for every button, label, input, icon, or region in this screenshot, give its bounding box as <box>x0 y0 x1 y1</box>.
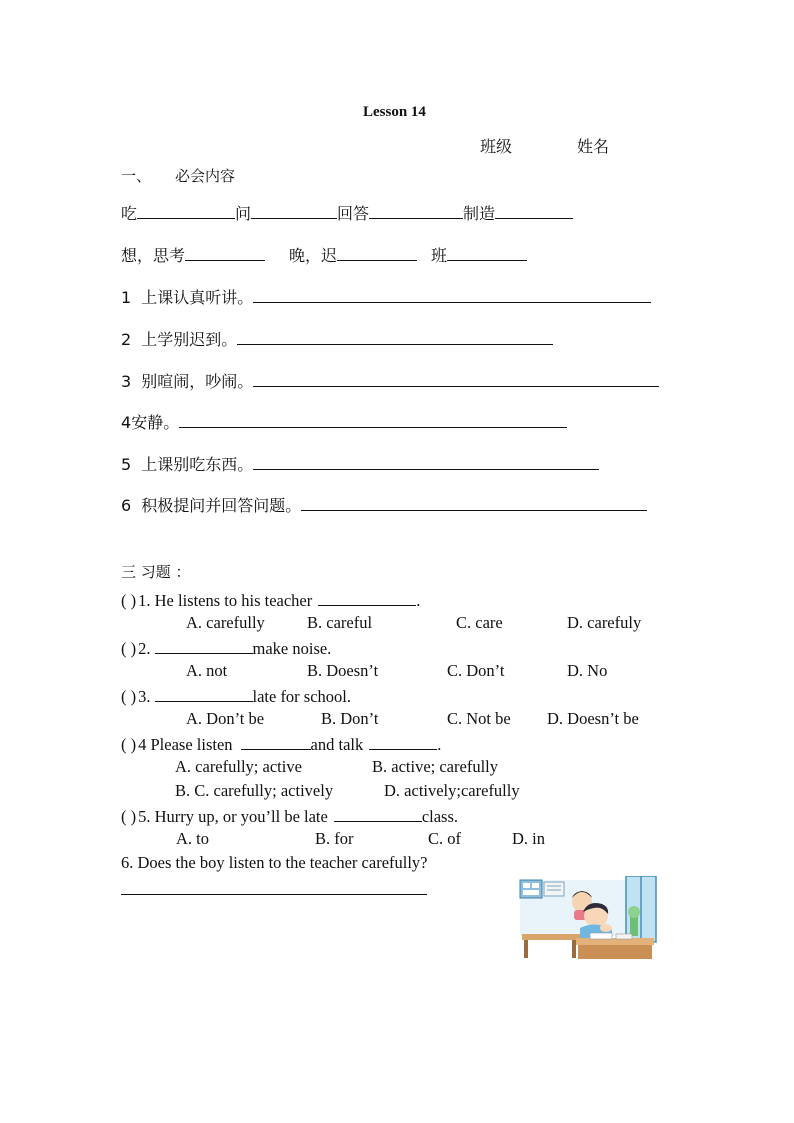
section1-number: 一、 <box>121 167 152 185</box>
section1-heading: 必会内容 <box>175 167 236 185</box>
question-1 <box>121 589 420 611</box>
question-text-end: class. <box>421 807 459 826</box>
sentence-answer-line[interactable] <box>237 328 553 345</box>
option-c: B. C. carefully; actively <box>175 781 334 800</box>
option-d: D. in <box>512 829 545 848</box>
sentence-number: 3 <box>121 372 132 391</box>
sentence-answer-line[interactable] <box>253 286 651 303</box>
vocab-blank[interactable] <box>369 202 463 219</box>
vocab-blank[interactable] <box>185 244 265 261</box>
sentence-number: 4 <box>121 413 132 432</box>
option-a: A. carefully <box>186 613 265 632</box>
vocab-row-1 <box>121 201 573 224</box>
sentence-text: 积极提问并回答问题。 <box>141 496 302 515</box>
question-blank[interactable] <box>334 805 422 822</box>
option-a: A. not <box>186 661 228 680</box>
option-b: B. for <box>315 829 354 848</box>
option-b: B. active; carefully <box>372 757 498 776</box>
sentence-text: 上课认真听讲。 <box>141 288 254 307</box>
vocab-word: 回答 <box>337 204 370 223</box>
sentence-number: 1 <box>121 288 132 307</box>
vocab-word: 问 <box>235 204 252 223</box>
answer-paren[interactable]: ( ) <box>121 639 137 658</box>
sentence-1 <box>121 285 651 308</box>
question-blank[interactable] <box>241 733 311 750</box>
question-3 <box>121 685 351 707</box>
sentence-text: 上课别吃东西。 <box>141 455 254 474</box>
option-d: D. actively;carefully <box>384 781 520 800</box>
vocab-blank[interactable] <box>137 202 235 219</box>
page-title: Lesson 14 <box>363 104 426 120</box>
vocab-row-2 <box>121 243 527 266</box>
vocab-word: 吃 <box>121 204 138 223</box>
vocab-blank[interactable] <box>251 202 337 219</box>
answer-paren[interactable]: ( ) <box>121 687 137 706</box>
sentence-number: 6 <box>121 496 132 515</box>
notice-board <box>520 880 542 898</box>
section3-heading: 三 习题 ： <box>121 563 191 581</box>
question-text: 2. <box>138 639 151 658</box>
question-text-middle: and talk <box>310 735 364 754</box>
answer-paren[interactable]: ( ) <box>121 591 137 610</box>
sentence-answer-line[interactable] <box>179 411 567 428</box>
option-d: D. carefuly <box>567 613 642 632</box>
option-c: C. Don’t <box>447 661 505 680</box>
answer-paren[interactable]: ( ) <box>121 735 137 754</box>
question-5 <box>121 805 458 827</box>
sentence-3 <box>121 369 659 392</box>
classroom-boy-girl-illustration <box>516 876 658 960</box>
option-c: C. of <box>428 829 461 848</box>
question-blank[interactable] <box>318 589 416 606</box>
sentence-answer-line[interactable] <box>253 370 659 387</box>
option-b: B. careful <box>307 613 373 632</box>
vocab-word: 班 <box>431 246 448 265</box>
question-6: 6. Does the boy listen to the teacher carefully? <box>121 853 428 872</box>
option-d: D. No <box>567 661 608 680</box>
option-c: C. care <box>456 613 503 632</box>
option-a: A. Don’t be <box>186 709 265 728</box>
question-text-end: . <box>416 591 421 610</box>
vocab-word: 晚，迟 <box>289 246 338 265</box>
question-text-end: late for school. <box>252 687 352 706</box>
sentence-5 <box>121 452 599 475</box>
option-a: A. carefully; active <box>175 757 302 776</box>
sentence-answer-line[interactable] <box>253 453 599 470</box>
vocab-blank[interactable] <box>447 244 527 261</box>
sentence-2 <box>121 327 553 350</box>
question-2 <box>121 637 331 659</box>
option-b: B. Don’t <box>321 709 379 728</box>
vocab-word: 想，思考 <box>121 246 186 265</box>
question-text: 3. <box>138 687 151 706</box>
window <box>626 876 656 942</box>
sentence-6 <box>121 493 647 516</box>
vocab-blank[interactable] <box>495 202 573 219</box>
question-blank[interactable] <box>155 637 253 654</box>
question-4 <box>121 733 441 755</box>
sentence-text: 别喧闹，吵闹。 <box>141 372 254 391</box>
question-text: 4 Please listen <box>138 735 233 754</box>
question-text-end: . <box>437 735 442 754</box>
sentence-number: 2 <box>121 330 132 349</box>
option-c: C. Not be <box>447 709 511 728</box>
q6-answer-line[interactable] <box>121 894 427 895</box>
sentence-answer-line[interactable] <box>301 494 647 511</box>
sentence-text: 安静。 <box>131 413 180 432</box>
option-b: B. Doesn’t <box>307 661 379 680</box>
vocab-blank[interactable] <box>337 244 417 261</box>
sentence-4 <box>121 410 567 433</box>
name-label: 姓名 <box>577 137 610 156</box>
question-text: 5. Hurry up, or you’ll be late <box>138 807 328 826</box>
question-blank[interactable] <box>369 733 437 750</box>
option-d: D. Doesn’t be <box>547 709 639 728</box>
question-text: 1. He listens to his teacher <box>138 591 313 610</box>
option-a: A. to <box>176 829 209 848</box>
vocab-word: 制造 <box>463 204 496 223</box>
sentence-text: 上学别迟到。 <box>141 330 238 349</box>
class-label: 班级 <box>480 137 513 156</box>
question-text-end: make noise. <box>252 639 332 658</box>
question-blank[interactable] <box>155 685 253 702</box>
answer-paren[interactable]: ( ) <box>121 807 137 826</box>
sentence-number: 5 <box>121 455 132 474</box>
